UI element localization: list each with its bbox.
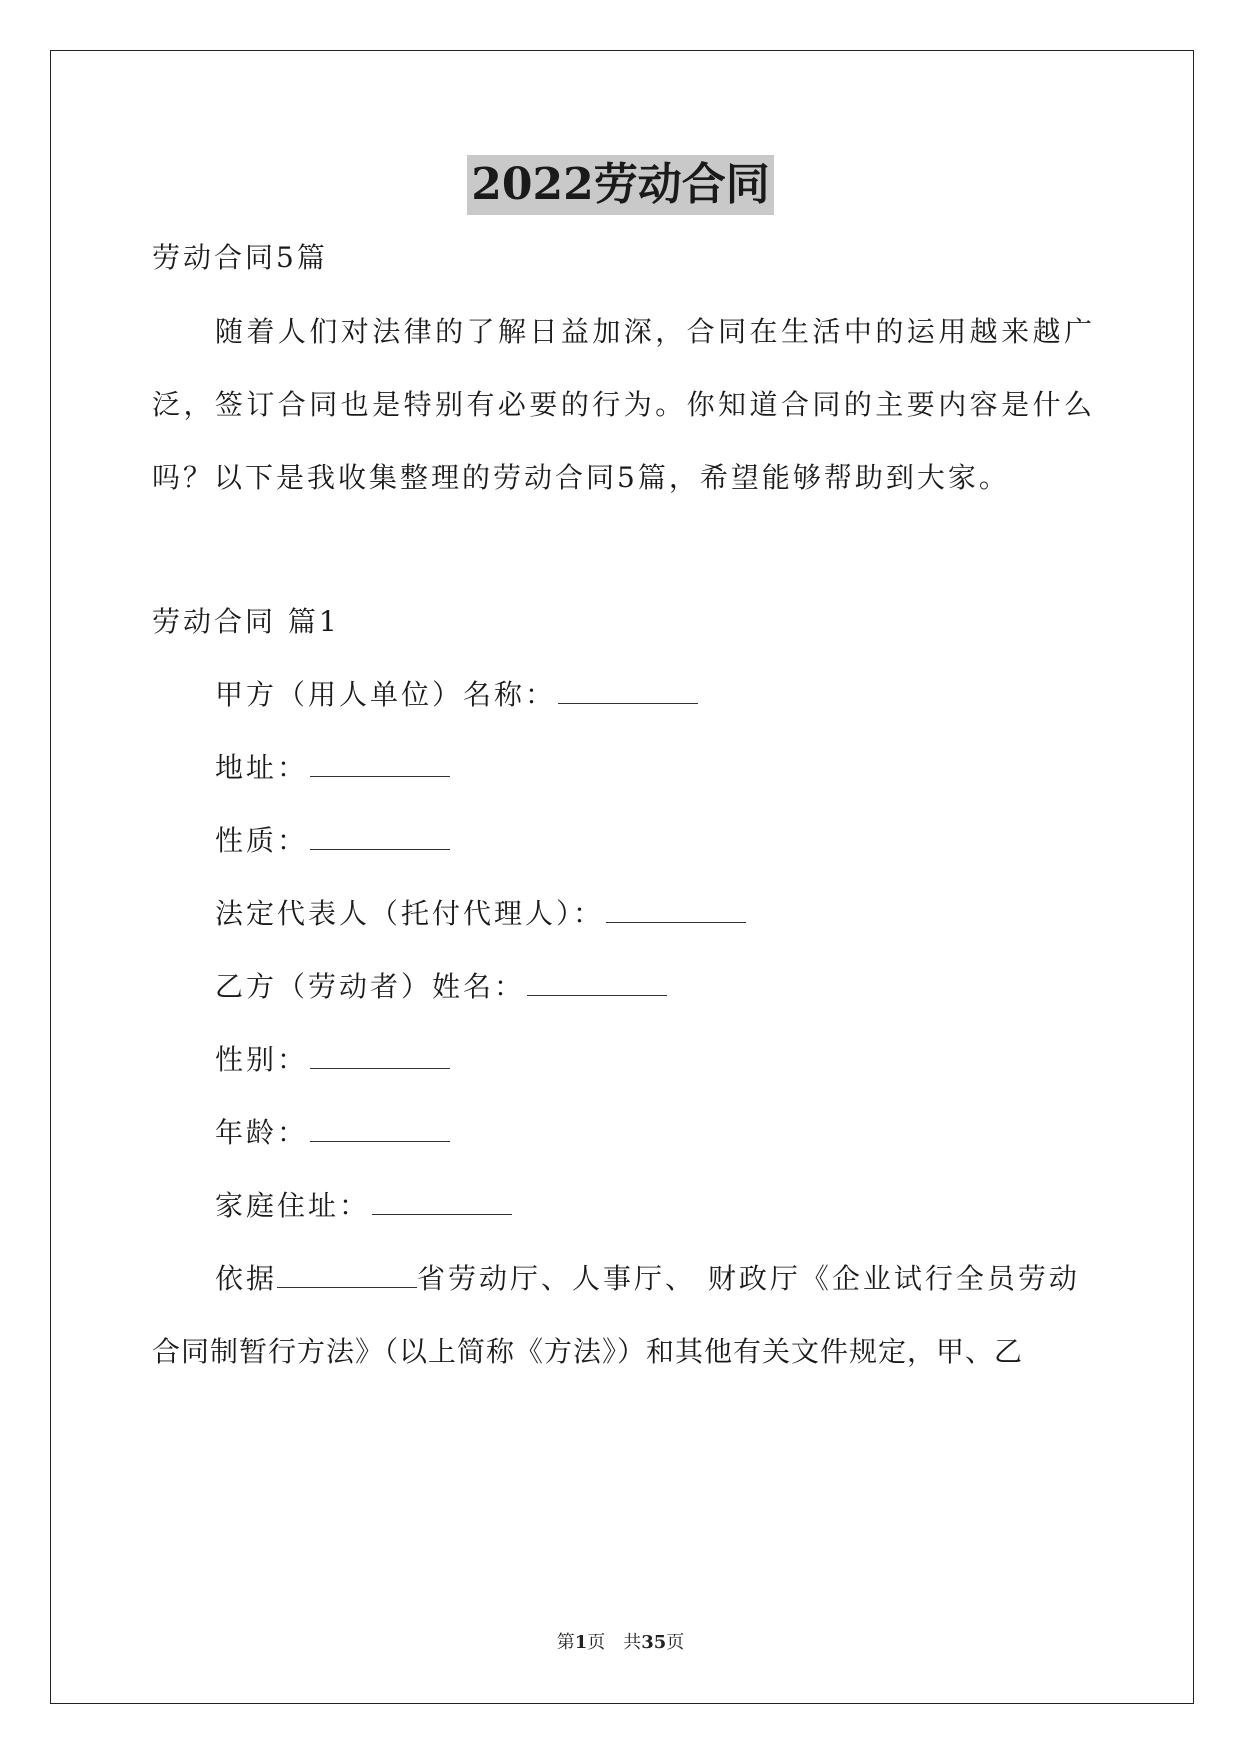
fill-blank: [310, 1113, 450, 1142]
footer-mid: 页 共: [587, 1632, 642, 1653]
field-employer-name: [215, 675, 1092, 715]
field-address: [215, 748, 1092, 788]
field-label: 性质：: [215, 824, 309, 857]
basis-prefix: 依据: [215, 1262, 278, 1295]
field-label: 年龄：: [215, 1116, 309, 1149]
field-label: 地址：: [215, 751, 309, 784]
page-footer: [0, 1628, 1241, 1654]
fill-blank: [558, 675, 698, 704]
field-employee-name: [215, 967, 1092, 1007]
fill-blank: [606, 894, 746, 923]
intro-line-1: 随着人们对法律的了解日益加深，合同在生活中的运用越来越广: [215, 315, 1092, 348]
footer-suffix: 页: [666, 1632, 685, 1653]
section-heading: 劳动合同 篇1: [152, 605, 340, 638]
field-label: 家庭住址：: [215, 1189, 371, 1222]
fill-blank: [527, 967, 667, 996]
field-label: 甲方（用人单位）名称：: [215, 678, 557, 711]
footer-page-number: 1: [574, 1632, 588, 1653]
footer-prefix: 第: [556, 1632, 575, 1653]
fill-blank: [372, 1186, 512, 1215]
field-nature: [215, 821, 1092, 861]
intro-line-3: 吗？以下是我收集整理的劳动合同5篇，希望能够帮助到大家。: [152, 461, 1010, 494]
field-legal-rep: [215, 894, 1092, 934]
field-age: [215, 1113, 1092, 1153]
field-home-address: [215, 1186, 1092, 1226]
field-label: 法定代表人（托付代理人）：: [215, 897, 605, 930]
subtitle: 劳动合同5篇: [152, 241, 328, 274]
page-border: [50, 50, 1194, 1704]
title-container: [0, 155, 1241, 215]
intro-line-2: 泛，签订合同也是特别有必要的行为。你知道合同的主要内容是什么: [152, 388, 1092, 421]
field-gender: [215, 1040, 1092, 1080]
fill-blank: [310, 748, 450, 777]
basis-suffix: 省劳动厅、人事厅、 财政厅《企业试行全员劳动: [417, 1262, 1080, 1295]
field-label: 性别：: [215, 1043, 309, 1076]
basis-line-2: 合同制暂行方法》（以上简称《方法》）和其他有关文件规定，甲、乙: [152, 1335, 1024, 1368]
document-title: 2022劳动合同: [467, 155, 773, 215]
basis-line-1: [215, 1259, 1092, 1299]
fill-blank: [310, 1040, 450, 1069]
footer-page-total: 35: [641, 1632, 667, 1653]
fill-blank: [277, 1259, 417, 1288]
fill-blank: [310, 821, 450, 850]
field-label: 乙方（劳动者）姓名：: [215, 970, 526, 1003]
